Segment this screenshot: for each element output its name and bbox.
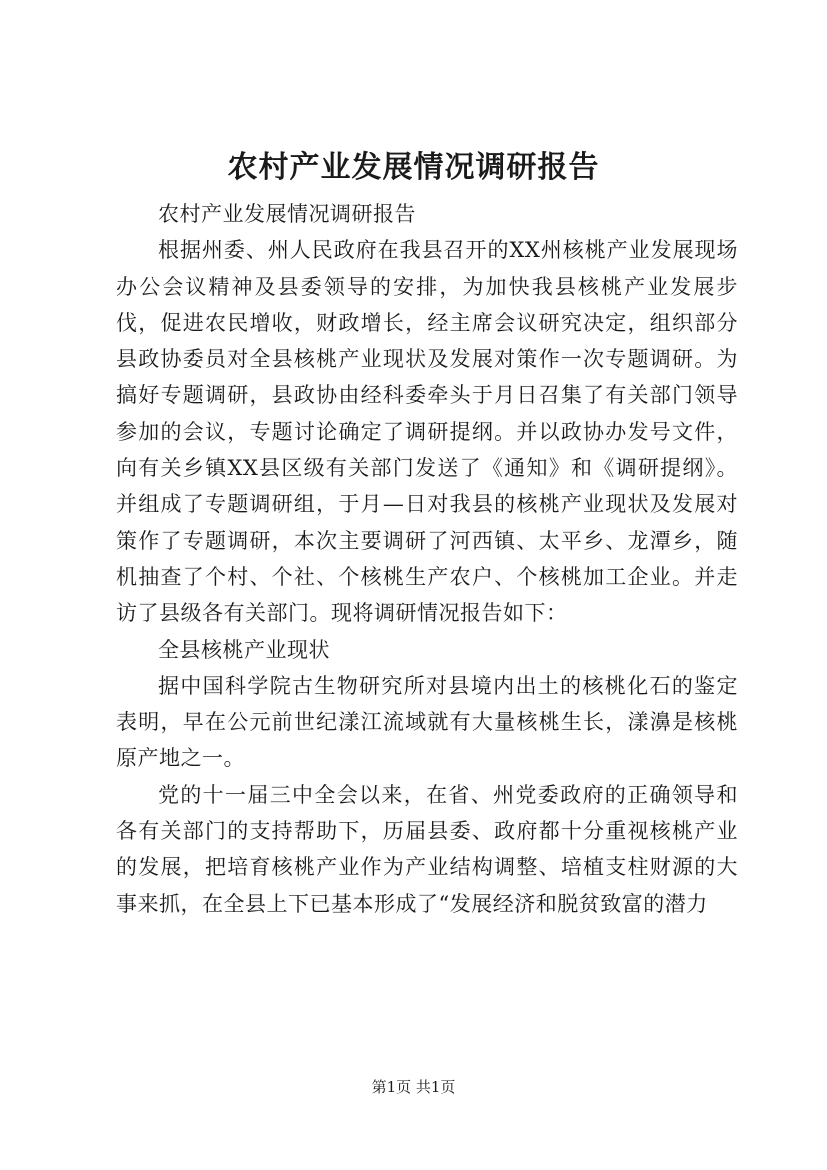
paragraph-subtitle: 农村产业发展情况调研报告 [158,202,416,226]
document-body [116,196,738,922]
section-heading: 全县核桃产业现状 [158,637,330,662]
paragraph-intro: 根据州委、州人民政府在我县召开的XX州核桃产业发展现场办公会议精神及县委领导的安排，为加快我县核桃产业发展步伐，促进农民增收，财政增长，经主席会议研究决定，组织部分县政协委员对全县核桃产业现状及发展对策作一次专题调研。为搞好专题调研，县政协由经科委牵头于月日召集了有关部门领导参加的会议，专题讨论确定了调研提纲。并以政协办发号文件，向有关乡镇XX县区级有关部门发送了《通知》和《调研提纲》。并组成了专题调研组，于月—日对我县的核桃产业现状及发展对策作了专题调研，本次主要调研了河西镇、太平乡、龙潭乡，随机抽查了个村、个社、个核桃生产农户、个核桃加工企业。并走访了县级各有关部门。现将调研情况报告如下： [116,238,738,626]
paragraph-history: 据中国科学院古生物研究所对县境内出土的核桃化石的鉴定表明，早在公元前世纪漾江流域就有大量核桃生长，漾濞是核桃原产地之一。 [116,673,738,771]
page-footer: 第1页 共1页 [371,1078,456,1096]
document-title: 农村产业发展情况调研报告 [227,150,600,185]
paragraph-development: 党的十一届三中全会以来，在省、州党委政府的正确领导和各有关部门的支持帮助下，历届县委、政府都十分重视核桃产业的发展，把培育核桃产业作为产业结构调整、培植支柱财源的大事来抓，在全县上下已基本形成了“发展经济和脱贫致富的潜力 [116,782,738,916]
